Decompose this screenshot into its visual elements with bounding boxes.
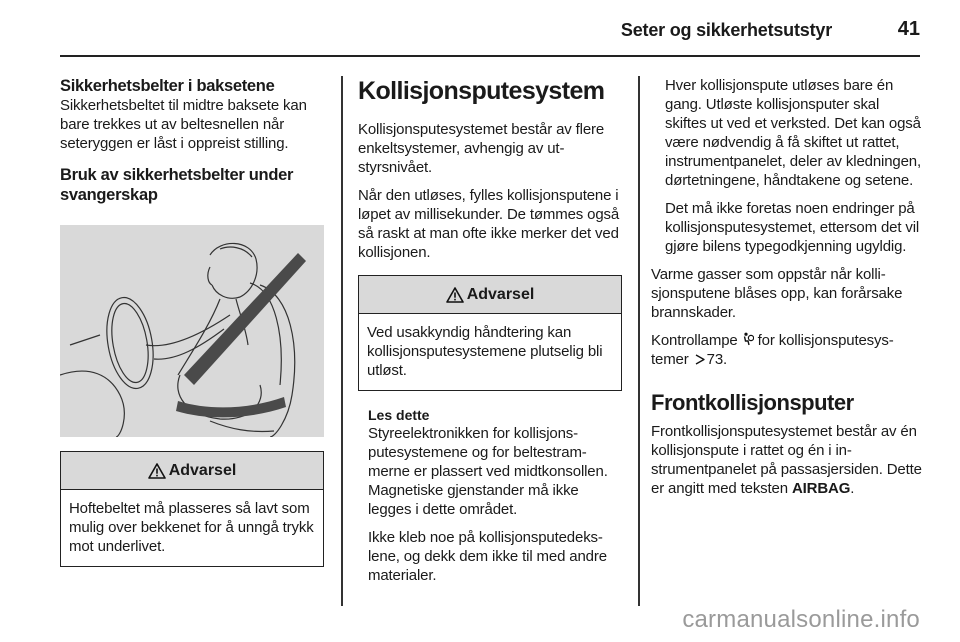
- control-lamp-text-continued: for kollisjonsputesystemer: [651, 332, 894, 368]
- control-lamp-text: Kontrollampe: [651, 332, 738, 349]
- paragraph-no-modifications: Det må ikke foretas noen endringer på kollisjonsputesystemet, ettersom det vil gjøre bilens typegodkjenning ugyldig.: [665, 200, 920, 255]
- note-block: [358, 407, 622, 585]
- warning-triangle-icon: [148, 463, 166, 479]
- heading-airbag-system: Kollisjonsputesystem: [358, 77, 605, 105]
- column-left: [60, 76, 324, 567]
- warning-header: [61, 452, 323, 490]
- paragraph-hot-gases: Varme gasser som oppstår når kollisjonsputene blåses opp, kan forårsake brannskader.: [651, 266, 903, 321]
- page-header: [60, 0, 920, 56]
- page-reference[interactable]: 73.: [706, 351, 728, 368]
- page-reference-arrow-icon: [695, 354, 705, 365]
- warning-title: Advarsel: [466, 285, 535, 303]
- warning-box-pregnancy: [60, 451, 324, 567]
- pregnant-driver-illustration: [60, 225, 324, 437]
- paragraph-control-lamp: [651, 331, 923, 369]
- paragraph-single-deploy: Hver kollisjonspute utløses bare én gang. Utløste kollisjonsputer skal skiftes ut ved et verksted. Det kan også være nødvendig å få skiftet ut rattet, instrumentpanelet, deler av kledningen, dørtetningene, håndtakene og setene.: [665, 77, 921, 189]
- note-paragraph-electronics: Styreelektronikken for kollisjonsputesystemene og for beltestrammerne er plassert ved midtkonsollen. Magnetiske gjenstander må ikke legges i dette området.: [368, 425, 608, 518]
- paragraph-airbag-intro: Kollisjonsputesystemet består av flere enkeltsystemer, avhengig av utstyrsnivået.: [358, 121, 605, 176]
- warning-header: [359, 276, 621, 314]
- warning-box-airbag: [358, 275, 622, 391]
- section-title: Seter og sikkerhetsutstyr: [620, 20, 832, 40]
- column-divider-1: [341, 76, 343, 606]
- header-divider: [60, 55, 920, 57]
- front-airbags-period: .: [850, 480, 855, 497]
- note-paragraph-covers: Ikke kleb noe på kollisjonsputedekslene, og dekk dem ikke til med andre materialer.: [368, 529, 607, 584]
- paragraph-airbag-deploy: Når den utløses, fylles kollisjonsputene i løpet av millisekunder. De tømmes også så raskt at man ofte ikke merker det ved kollisjonen.: [358, 187, 620, 261]
- illustration-drawing: [60, 225, 324, 437]
- heading-front-airbags: Frontkollisjonsputer: [651, 390, 854, 415]
- airbag-label-text: AIRBAG: [791, 480, 851, 497]
- heading-rear-seatbelts: Sikkerhetsbelter i baksetene: [60, 77, 275, 95]
- front-airbags-text: Frontkollisjonsputesystemet består av én kollisjonspute i rattet og én i instrumentpanelet på passasjersiden. Dette er angitt med teksten: [651, 423, 922, 497]
- column-divider-2: [638, 76, 640, 606]
- warning-text: Ved usakkyndig håndtering kan kollisjonsputesystemene plutselig bli utløst.: [367, 324, 603, 379]
- watermark: carmanualsonline.info: [682, 606, 920, 633]
- column-middle: [358, 76, 622, 585]
- page-number: 41: [897, 18, 920, 40]
- warning-text: Hoftebeltet må plasseres så lavt som mulig over bekkenet for å unngå trykk mot underlivet.: [69, 500, 314, 555]
- heading-pregnancy: Bruk av sikkerhetsbelter under svangerskap: [60, 166, 294, 204]
- paragraph-rear-seatbelts: Sikkerhetsbeltet til midtre baksete kan bare trekkes ut av beltesnellen når seteryggen er låst i oppreist stilling.: [60, 97, 307, 152]
- note-title: Les dette: [368, 407, 430, 423]
- airbag-warning-lamp-icon: [742, 332, 754, 346]
- paragraph-front-airbags: [651, 422, 923, 498]
- warning-triangle-icon: [446, 287, 464, 303]
- column-right: [651, 76, 923, 498]
- warning-title: Advarsel: [168, 461, 237, 479]
